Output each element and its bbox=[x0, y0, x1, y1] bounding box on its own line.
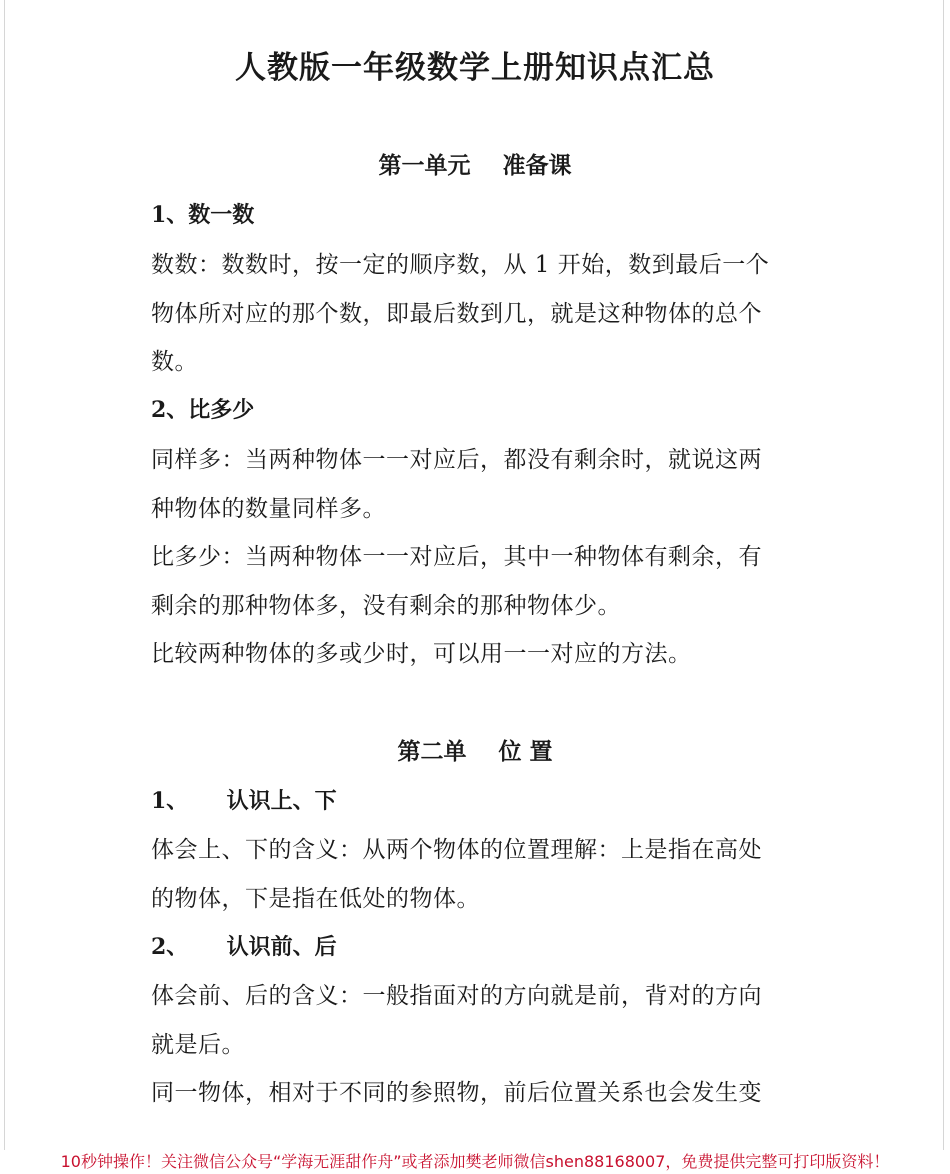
text-line: 数数：数数时，按一定的顺序数，从 1 开始，数到最后一个 bbox=[151, 252, 770, 278]
unit-1-section-1-heading: 1、数一数 bbox=[151, 202, 255, 228]
text-line: 种物体的数量同样多。 bbox=[151, 495, 386, 522]
text-line: 就是后。 bbox=[151, 1031, 245, 1058]
promo-footer-banner: 10秒钟操作！关注微信公众号“学海无涯甜作舟”或者添加樊老师微信shen88168007，免费提供完整可打印版资料！ bbox=[0, 1150, 950, 1174]
text-line: 同一物体，相对于不同的参照物，前后位置关系也会发生变 bbox=[151, 1080, 762, 1106]
unit-2-section-1-paragraph bbox=[151, 826, 811, 923]
document-title: 人教版一年级数学上册知识点汇总 bbox=[235, 50, 715, 86]
unit-1-section-1-paragraph bbox=[151, 241, 811, 387]
text-line: 体会前、后的含义：一般指面对的方向就是前，背对的方向 bbox=[151, 983, 762, 1009]
text-line: 物体所对应的那个数，即最后数到几，就是这种物体的总个 bbox=[151, 300, 762, 327]
unit-1-section-2-heading: 2、比多少 bbox=[151, 397, 255, 423]
unit-1-section-2-paragraph-3 bbox=[151, 630, 811, 679]
text-line: 比较两种物体的多或少时，可以用一一对应的方法。 bbox=[151, 641, 692, 667]
unit-2-section-2-heading: 2、 认识前、后 bbox=[151, 934, 337, 960]
text-line: 比多少：当两种物体一一对应后，其中一种物体有剩余，有 bbox=[151, 544, 762, 570]
text-line: 剩余的那种物体多，没有剩余的那种物体少。 bbox=[151, 592, 621, 619]
text-line: 数。 bbox=[151, 349, 198, 375]
unit-1-section-2-paragraph-1 bbox=[151, 436, 811, 533]
unit-2-section-2-paragraph-2 bbox=[151, 1069, 811, 1118]
text-line: 体会上、下的含义：从两个物体的位置理解：上是指在高处 bbox=[151, 837, 762, 863]
text-line: 的物体，下是指在低处的物体。 bbox=[151, 885, 480, 912]
unit-1-section-2-paragraph-2 bbox=[151, 533, 811, 630]
text-line: 同样多：当两种物体一一对应后，都没有剩余时，就说这两 bbox=[151, 447, 762, 473]
unit-2-section-2-paragraph-1 bbox=[151, 972, 811, 1069]
unit-1-title: 第一单元 准备课 bbox=[378, 152, 572, 179]
unit-2-section-1-heading: 1、 认识上、下 bbox=[151, 788, 337, 814]
unit-2-title: 第二单 位 置 bbox=[397, 738, 553, 765]
